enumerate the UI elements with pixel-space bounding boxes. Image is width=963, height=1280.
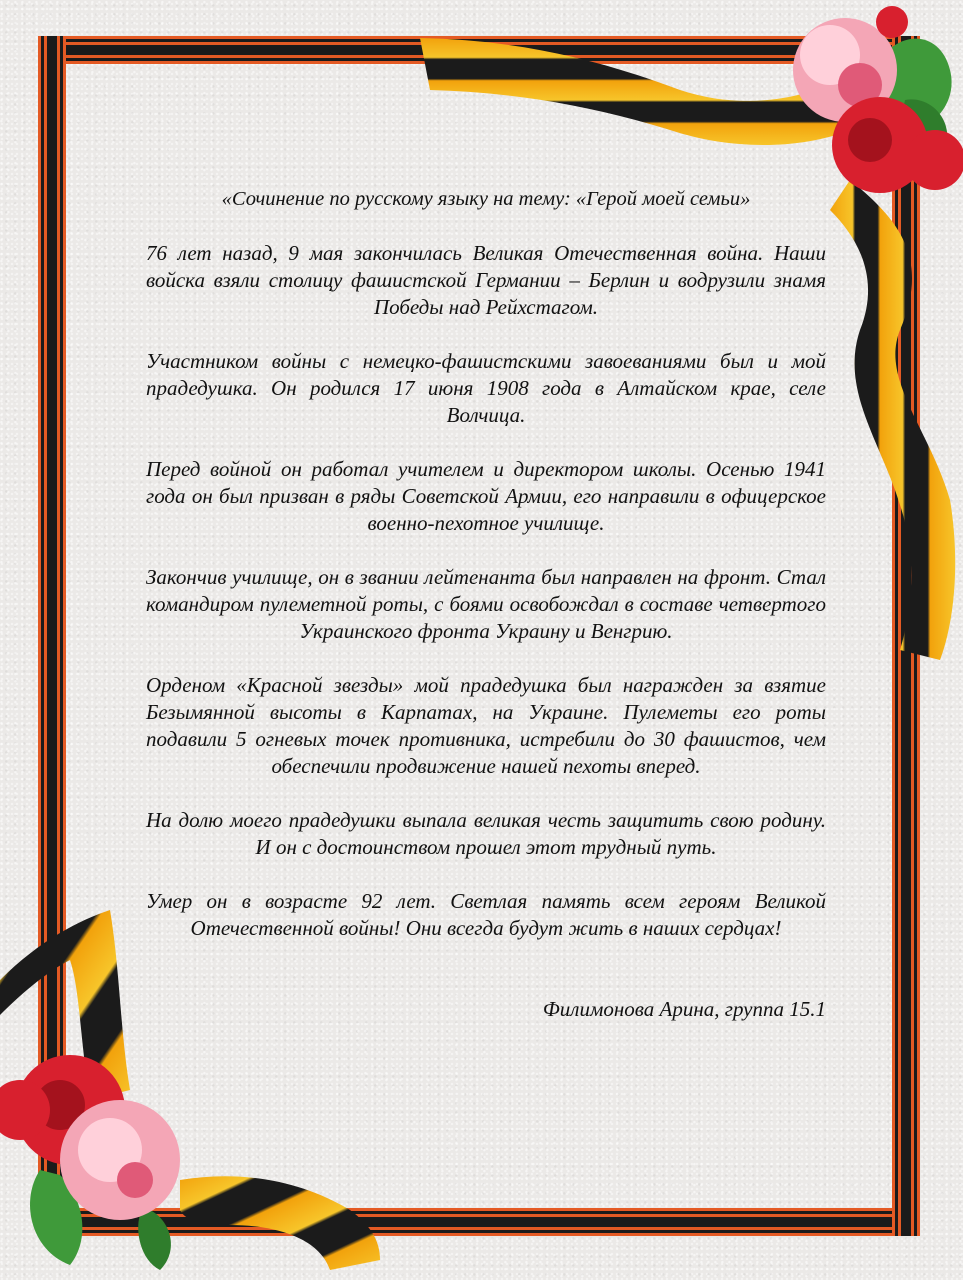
- carnation-bottom-left: [0, 1055, 180, 1270]
- essay-title: «Сочинение по русскому языку на тему: «Герой моей семьи»: [221, 188, 751, 210]
- essay-paragraph-5: Орденом «Красной звезды» мой прадедушка был награжден за взятие Безымянной высоты в Карпатах, на Украине. Пулеметы его роты подавили 5 огневых точек противника, истребили до 30 фашистов, чем обеспечили продвижение нашей пехоты вперед.: [146, 673, 826, 778]
- carnation-top-right: [793, 6, 963, 193]
- essay-signature: Филимонова Арина, группа 15.1: [542, 997, 826, 1021]
- essay-paragraph-4: Закончив училище, он в звании лейтенанта был направлен на фронт. Стал командиром пулеметной роты, с боями освобождал в составе четвертого Украинского фронта Украину и Венгрию.: [146, 565, 826, 643]
- essay-paragraph-1: 76 лет назад, 9 мая закончилась Великая Отечественная война. Наши войска взяли столицу фашистской Германии – Берлин и водрузили знамя Победы над Рейхстагом.: [146, 241, 826, 319]
- essay-paragraph-6: На долю моего прадедушки выпала великая честь защитить свою родину. И он с достоинством прошел этот трудный путь.: [146, 808, 826, 859]
- essay-paragraph-2: Участником войны с немецко-фашистскими завоеваниями был и мой прадедушка. Он родился 17 июня 1908 года в Алтайском крае, селе Волчица.: [146, 349, 826, 427]
- essay: [146, 186, 826, 1044]
- essay-paragraph-7: Умер он в возрасте 92 лет. Светлая память всем героям Великой Отечественной войны! Они всегда будут жить в наших сердцах!: [146, 889, 826, 940]
- essay-paragraph-3: Перед войной он работал учителем и директором школы. Осенью 1941 года он был призван в ряды Советской Армии, его направили в офицерское военно-пехотное училище.: [146, 457, 826, 535]
